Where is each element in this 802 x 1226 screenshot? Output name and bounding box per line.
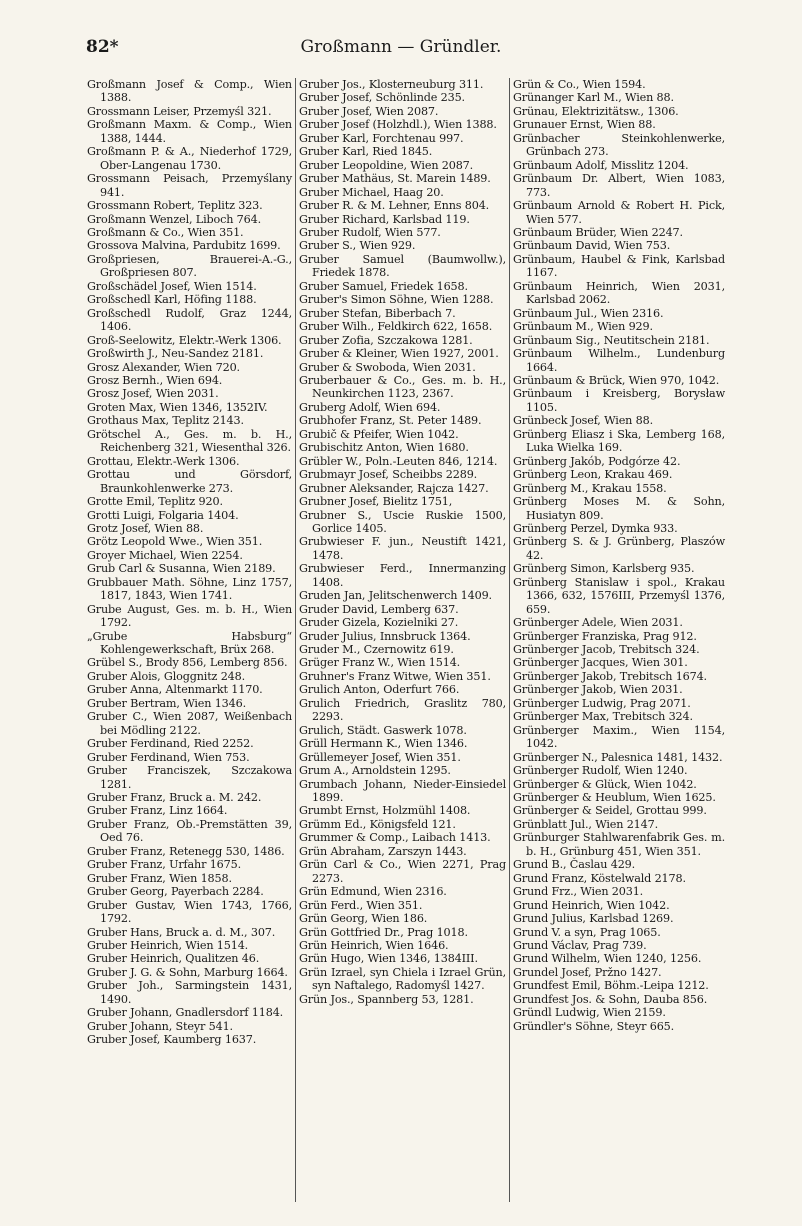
directory-entry: Grüll Hermann K., Wien 1346. [299, 737, 468, 751]
directory-entry: Gruhner's Franz Witwe, Wien 351. [299, 669, 491, 683]
directory-entry: Grötschel A., Ges. m. b. H., Reichenberg 321, Wiesenthal 326. [87, 427, 292, 455]
directory-entry: Großschedl Karl, Höfing 1188. [87, 293, 257, 307]
page-number: 82* [86, 37, 119, 57]
directory-entry: Grün Hugo, Wien 1346, 1384III. [299, 952, 478, 966]
directory-entry: Gruder M., Czernowitz 619. [299, 643, 454, 657]
directory-entry: Grübler W., Poln.-Leuten 846, 1214. [299, 454, 498, 468]
directory-entry: Grubischitz Anton, Wien 1680. [299, 441, 469, 455]
directory-entry: Gruber Heinrich, Qualitzen 46. [87, 952, 260, 966]
directory-entry: Grünbacher Steinkohlenwerke, Grünbach 273. [513, 131, 725, 159]
directory-entry: Gruber C., Wien 2087, Weißenbach bei Mödling 2122. [87, 710, 292, 737]
directory-entry: Grossmann Leiser, Przemyśl 321. [87, 104, 272, 118]
directory-entry: Grube August, Ges. m. b. H., Wien 1792. [87, 602, 292, 630]
directory-entry: Gruber Samuel, Friedek 1658. [299, 279, 468, 293]
directory-entry: Grund Heinrich, Wien 1042. [513, 898, 670, 912]
directory-entry: Großmann P. & A., Niederhof 1729, Ober-Langenau 1730. [87, 145, 292, 172]
directory-entry: Groten Max, Wien 1346, 1352IV. [87, 400, 268, 414]
directory-entry: Grün Abraham, Zarszyn 1443. [299, 844, 467, 858]
directory-entry: Grüllemeyer Josef, Wien 351. [299, 750, 461, 764]
directory-entry: Grünbaum Heinrich, Wien 2031, Karlsbad 2062. [513, 279, 725, 307]
directory-entry: Grumbt Ernst, Holzmühl 1408. [299, 804, 471, 818]
directory-entry: Gruber & Kleiner, Wien 1927, 2001. [299, 347, 499, 361]
directory-entry: „Grube Habsburg“ Kohlengewerkschaft, Brüx 268. [87, 629, 292, 657]
directory-entry: Grund Frz., Wien 2031. [513, 885, 644, 899]
directory-entry: Gruberbauer & Co., Ges. m. b. H., Neunkirchen 1123, 2367. [299, 373, 506, 401]
directory-entry: Grünberger & Heublum, Wien 1625. [513, 791, 716, 805]
directory-entry: Grün Ferd., Wien 351. [299, 898, 423, 912]
directory-entry: Grünberger Jakob, Wien 2031. [513, 683, 683, 697]
directory-entry: Grünberg M., Krakau 1558. [513, 481, 667, 495]
directory-entry: Grün Edmund, Wien 2316. [299, 885, 447, 899]
directory-entry: Grünbaum David, Wien 753. [513, 239, 671, 253]
directory-entry: Grünberg Eliasz i Ska, Lemberg 168, Luka Wielka 169. [513, 427, 725, 455]
directory-entry: Grottau, Elektr.-Werk 1306. [87, 454, 240, 468]
directory-entry: Großmann Maxm. & Comp., Wien 1388, 1444. [87, 118, 292, 145]
directory-entry: Grossova Malvina, Pardubitz 1699. [87, 239, 281, 253]
directory-entry: Gruber R. & M. Lehner, Enns 804. [299, 199, 490, 213]
directory-entry: Großmann & Co., Wien 351. [87, 225, 244, 239]
directory-entry: Gruber Heinrich, Wien 1514. [87, 939, 249, 952]
directory-entry: Grünberger Maxim., Wien 1154, 1042. [513, 723, 725, 751]
directory-entry: Gruber Leopoldine, Wien 2087. [299, 158, 474, 172]
directory-entry: Gruber Hans, Bruck a. d. M., 307. [87, 925, 276, 939]
directory-entry: Grünburger Stahlwarenfabrik Ges. m. b. H., Grünburg 451, Wien 351. [513, 831, 725, 858]
directory-entry: Grubner Josef, Bielitz 1751, [299, 495, 453, 509]
directory-entry: Grötz Leopold Wwe., Wien 351. [87, 535, 263, 549]
directory-entry: Gruder Gizela, Kozielniki 27. [299, 616, 459, 630]
running-head: Großmann — Gründler. [300, 37, 502, 57]
directory-entry: Gruber Zofia, Szczakowa 1281. [299, 333, 473, 347]
directory-entry: Gründler's Söhne, Steyr 665. [513, 1019, 675, 1033]
directory-entry: Grünberger Adele, Wien 2031. [513, 616, 683, 630]
directory-entry: Grünberger Ludwig, Prag 2071. [513, 696, 691, 710]
directory-entry: Gruber Josef, Kaumberg 1637. [87, 1033, 257, 1047]
directory-entry: Gruber Ferdinand, Ried 2252. [87, 737, 254, 751]
directory-entry: Grubwieser F. jun., Neustift 1421, 1478. [299, 535, 506, 562]
column-3 [509, 78, 728, 1202]
directory-entry: Grünbaum, Haubel & Fink, Karlsbad 1167. [513, 252, 725, 280]
directory-entry: Grottau und Görsdorf, Braunkohlenwerke 273. [87, 468, 292, 495]
directory-entry: Groß-Seelowitz, Elektr.-Werk 1306. [87, 333, 282, 347]
directory-entry: Gruber Bertram, Wien 1346. [87, 696, 246, 710]
directory-entry: Gruber Richard, Karlsbad 119. [299, 212, 470, 226]
directory-entry: Grün Carl & Co., Wien 2271, Prag 2273. [299, 858, 506, 885]
directory-entry: Grünberger Jacob, Trebitsch 324. [513, 643, 700, 657]
directory-entry: Grünbaum Sig., Neutitschein 2181. [513, 333, 710, 347]
directory-entry: Grubwieser Ferd., Innermanzing 1408. [299, 562, 506, 589]
directory-entry: Gruber J. G. & Sohn, Marburg 1664. [87, 965, 288, 979]
directory-entry: Grunauer Ernst, Wien 88. [513, 118, 656, 132]
directory-entry: Grünberger & Seidel, Grottau 999. [513, 804, 707, 818]
directory-entry: Grünberg Perzel, Dymka 933. [513, 521, 678, 535]
directory-entry: Grünbaum i Kreisberg, Borysław 1105. [513, 387, 725, 414]
directory-entry: Grünberg Leon, Krakau 469. [513, 468, 673, 482]
directory-entry: Grünbaum Jul., Wien 2316. [513, 306, 664, 320]
directory-entry: Grund Wilhelm, Wien 1240, 1256. [513, 952, 702, 966]
directory-entry: Gruber Franz, Retenegg 530, 1486. [87, 844, 285, 858]
directory-entry: Gruberg Adolf, Wien 694. [299, 400, 441, 414]
directory-entry: Grün & Co., Wien 1594. [513, 78, 646, 91]
directory-entry: Gründl Ludwig, Wien 2159. [513, 1006, 666, 1020]
directory-entry: Grünberg S. & J. Grünberg, Plaszów 42. [513, 535, 725, 562]
directory-entry: Grünbaum Brüder, Wien 2247. [513, 225, 683, 239]
directory-entry: Groyer Michael, Wien 2254. [87, 548, 243, 562]
directory-entry: Grosz Josef, Wien 2031. [87, 387, 219, 401]
directory-entry: Grünberger & Glück, Wien 1042. [513, 777, 697, 791]
directory-entry: Grossmann Peisach, Przemyślany 941. [87, 172, 292, 199]
directory-entry: Grund B., Časlau 429. [513, 858, 636, 872]
directory-entry: Grundfest Jos. & Sohn, Dauba 856. [513, 992, 708, 1006]
directory-entry: Gruber Georg, Payerbach 2284. [87, 885, 264, 899]
directory-entry: Grünberger N., Palesnica 1481, 1432. [513, 750, 723, 764]
directory-entry: Grünberger Max, Trebitsch 324. [513, 710, 693, 724]
columns [84, 78, 728, 1202]
directory-entry: Gruber Josef, Wien 2087. [299, 104, 439, 118]
directory-entry: Großschedl Rudolf, Graz 1244, 1406. [87, 306, 292, 334]
directory-entry: Großmann Josef & Comp., Wien 1388. [87, 78, 292, 105]
directory-entry: Grund Václav, Prag 739. [513, 939, 647, 952]
directory-entry: Grün Georg, Wien 186. [299, 912, 428, 926]
directory-entry: Gruber Rudolf, Wien 577. [299, 225, 441, 239]
directory-entry: Gruber & Swoboda, Wien 2031. [299, 360, 476, 374]
directory-entry: Grund Julius, Karlsbad 1269. [513, 912, 674, 926]
directory-entry: Grünberg Simon, Karlsberg 935. [513, 562, 695, 576]
directory-entry: Grünbaum & Brück, Wien 970, 1042. [513, 373, 720, 387]
directory-entry: Gruder David, Lemberg 637. [299, 602, 459, 616]
directory-entry: Grotti Luigi, Folgaria 1404. [87, 508, 239, 522]
directory-entry: Grünbaum Arnold & Robert H. Pick, Wien 577. [513, 199, 725, 226]
directory-entry: Grünbaum Dr. Albert, Wien 1083, 773. [513, 172, 725, 199]
directory-entry: Gruber Gustav, Wien 1743, 1766, 1792. [87, 898, 292, 926]
directory-entry: Grum A., Arnoldstein 1295. [299, 764, 451, 778]
directory-entry: Grundel Josef, Pržno 1427. [513, 965, 662, 979]
directory-entry: Gruber Franciszek, Szczakowa 1281. [87, 764, 292, 791]
directory-entry: Großmann Wenzel, Liboch 764. [87, 212, 261, 226]
directory-entry: Gruber Jos., Klosterneuburg 311. [299, 78, 484, 91]
directory-entry: Grünanger Karl M., Wien 88. [513, 91, 674, 105]
directory-entry: Grub Carl & Susanna, Wien 2189. [87, 562, 276, 576]
directory-entry: Grotz Josef, Wien 88. [87, 521, 204, 535]
directory-entry: Großschädel Josef, Wien 1514. [87, 279, 257, 293]
directory-entry: Grothaus Max, Teplitz 2143. [87, 414, 244, 428]
directory-entry: Grulich, Städt. Gaswerk 1078. [299, 723, 467, 737]
directory-entry: Gruber Mathäus, St. Marein 1489. [299, 172, 491, 186]
directory-entry: Gruber Josef, Schönlinde 235. [299, 91, 465, 105]
directory-entry: Grünberg Moses M. & Sohn, Husiatyn 809. [513, 495, 725, 522]
directory-entry: Gruber Franz, Ob.-Premstätten 39, Oed 76. [87, 817, 292, 845]
directory-entry: Grotte Emil, Teplitz 920. [87, 495, 223, 509]
directory-entry: Gruber Karl, Forchtenau 997. [299, 131, 464, 145]
directory-entry: Grünberger Jakob, Trebitsch 1674. [513, 669, 707, 683]
column-2 [295, 78, 509, 1202]
directory-entry: Grün Heinrich, Wien 1646. [299, 939, 449, 952]
directory-entry: Grubič & Pfeifer, Wien 1042. [299, 427, 459, 441]
directory-entry: Gruber Johann, Steyr 541. [87, 1019, 233, 1033]
directory-entry: Grünblatt Jul., Wien 2147. [513, 817, 658, 831]
directory-entry: Gruber Alois, Gloggnitz 248. [87, 669, 246, 683]
directory-entry: Gruber Michael, Haag 20. [299, 185, 444, 199]
directory-entry: Grünbaum Wilhelm., Lundenburg 1664. [513, 347, 725, 374]
directory-entry: Grün Izrael, syn Chiela i Izrael Grün, syn Naftalego, Radomyśl 1427. [299, 965, 506, 993]
directory-entry: Gruber Karl, Ried 1845. [299, 145, 433, 159]
directory-entry: Grulich Anton, Oderfurt 766. [299, 683, 460, 697]
directory-entry: Gruden Jan, Jelitschenwerch 1409. [299, 589, 492, 603]
directory-entry: Gruber Franz, Linz 1664. [87, 804, 228, 818]
directory-entry: Grünbaum M., Wien 929. [513, 320, 653, 334]
directory-entry: Gruber Wilh., Feldkirch 622, 1658. [299, 320, 493, 334]
directory-entry: Gruber Josef (Holzhdl.), Wien 1388. [299, 118, 497, 132]
directory-entry: Gruber Franz, Bruck a. M. 242. [87, 791, 262, 805]
directory-entry: Grümm Ed., Königsfeld 121. [299, 817, 456, 831]
directory-entry: Grünberg Jakób, Podgórze 42. [513, 454, 681, 468]
directory-entry: Gruber Johann, Gnadlersdorf 1184. [87, 1006, 284, 1020]
directory-entry: Gruber S., Wien 929. [299, 239, 416, 253]
directory-entry: Grünberger Franziska, Prag 912. [513, 629, 697, 643]
directory-entry: Grummer & Comp., Laibach 1413. [299, 831, 491, 845]
directory-entry: Grubbauer Math. Söhne, Linz 1757, 1817, 1843, Wien 1741. [87, 575, 292, 603]
column-1 [84, 78, 295, 1202]
directory-entry: Gruber Franz, Urfahr 1675. [87, 858, 241, 872]
directory-entry: Gruber Ferdinand, Wien 753. [87, 750, 250, 764]
directory-entry: Grünau, Elektrizitätsw., 1306. [513, 104, 679, 118]
directory-entry: Gruber Joh., Sarmingstein 1431, 1490. [87, 979, 292, 1006]
directory-entry: Grünbeck Josef, Wien 88. [513, 414, 653, 428]
directory-entry: Grubmayr Josef, Scheibbs 2289. [299, 468, 478, 482]
directory-entry: Grulich Friedrich, Graslitz 780, 2293. [299, 696, 506, 724]
directory-entry: Gruber Anna, Altenmarkt 1170. [87, 683, 263, 697]
directory-entry: Grossmann Robert, Teplitz 323. [87, 199, 263, 213]
directory-entry: Grün Jos., Spannberg 53, 1281. [299, 992, 474, 1006]
directory-entry: Grüger Franz W., Wien 1514. [299, 656, 461, 670]
directory-entry: Grubhofer Franz, St. Peter 1489. [299, 414, 482, 428]
directory-entry: Grünbaum Adolf, Misslitz 1204. [513, 158, 689, 172]
directory-entry: Gruber Franz, Wien 1858. [87, 871, 232, 885]
directory-entry: Großpriesen, Brauerei-A.-G., Großpriesen 807. [87, 252, 292, 280]
directory-entry: Großwirth J., Neu-Sandez 2181. [87, 347, 264, 361]
directory-entry: Grubner Aleksander, Rajcza 1427. [299, 481, 489, 495]
directory-entry: Gruder Julius, Innsbruck 1364. [299, 629, 471, 643]
directory-entry: Grünberger Rudolf, Wien 1240. [513, 764, 688, 778]
directory-entry: Grumbach Johann, Nieder-Einsiedel 1899. [299, 777, 506, 805]
directory-entry: Gruber Stefan, Biberbach 7. [299, 306, 456, 320]
directory-entry: Gruber's Simon Söhne, Wien 1288. [299, 293, 494, 307]
directory-entry: Grund Franz, Köstelwald 2178. [513, 871, 686, 885]
directory-entry: Gruber Samuel (Baumwollw.), Friedek 1878. [299, 252, 506, 280]
directory-entry: Grübel S., Brody 856, Lemberg 856. [87, 656, 288, 670]
directory-entry: Grünberg Stanislaw i spol., Krakau 1366, 632, 1576III, Przemyśl 1376, 659. [513, 575, 725, 616]
directory-entry: Grosz Bernh., Wien 694. [87, 373, 223, 387]
directory-entry: Grün Gottfried Dr., Prag 1018. [299, 925, 468, 939]
directory-entry: Grünberger Jacques, Wien 301. [513, 656, 688, 670]
directory-entry: Grosz Alexander, Wien 720. [87, 360, 240, 374]
directory-entry: Grubner S., Uscie Ruskie 1500, Gorlice 1405. [299, 508, 506, 535]
directory-entry: Grundfest Emil, Böhm.-Leipa 1212. [513, 979, 709, 993]
directory-entry: Grund V. a syn, Prag 1065. [513, 925, 661, 939]
